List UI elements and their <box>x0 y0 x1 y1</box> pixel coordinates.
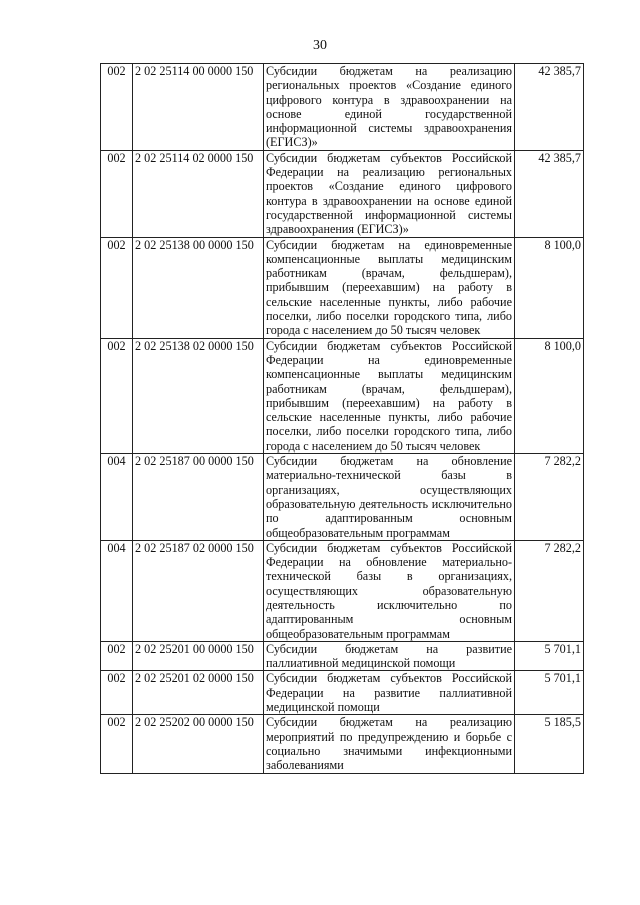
amount: 7 282,2 <box>515 454 584 541</box>
admin-code: 004 <box>101 454 133 541</box>
amount: 8 100,0 <box>515 338 584 453</box>
revenue-description: Субсидии бюджетам субъектов Российской Федерации на реализацию региональных проектов «Создание единого цифрового контура в здравоохранении на основе единой государственной информационной системы здравоохранения (ЕГИСЗ)» <box>264 150 515 237</box>
table-row <box>101 64 584 151</box>
table-row <box>101 540 584 641</box>
revenue-description: Субсидии бюджетам на реализацию мероприятий по предупреждению и борьбе с социально значимыми инфекционными заболеваниями <box>264 715 515 773</box>
admin-code: 004 <box>101 540 133 641</box>
revenue-description: Субсидии бюджетам на развитие паллиативной медицинской помощи <box>264 641 515 671</box>
table-row <box>101 641 584 671</box>
revenue-code: 2 02 25114 02 0000 150 <box>133 150 264 237</box>
table-row <box>101 671 584 715</box>
table-row <box>101 715 584 773</box>
revenue-description: Субсидии бюджетам субъектов Российской Федерации на развитие паллиативной медицинской помощи <box>264 671 515 715</box>
revenue-description: Субсидии бюджетам на единовременные компенсационные выплаты медицинским работникам (врачам, фельдшерам), прибывшим (переехавшим) на работу в сельские населенные пункты, либо рабочие поселки, либо поселки городского типа, либо города с населением до 50 тысяч человек <box>264 237 515 338</box>
table-row <box>101 454 584 541</box>
revenue-code: 2 02 25201 00 0000 150 <box>133 641 264 671</box>
amount: 5 701,1 <box>515 641 584 671</box>
amount: 7 282,2 <box>515 540 584 641</box>
admin-code: 002 <box>101 150 133 237</box>
revenue-code: 2 02 25202 00 0000 150 <box>133 715 264 773</box>
amount: 5 185,5 <box>515 715 584 773</box>
admin-code: 002 <box>101 338 133 453</box>
table-row <box>101 338 584 453</box>
admin-code: 002 <box>101 671 133 715</box>
table-row <box>101 150 584 237</box>
admin-code: 002 <box>101 64 133 151</box>
amount: 42 385,7 <box>515 150 584 237</box>
revenue-code: 2 02 25138 02 0000 150 <box>133 338 264 453</box>
revenue-code: 2 02 25187 02 0000 150 <box>133 540 264 641</box>
revenue-code: 2 02 25201 02 0000 150 <box>133 671 264 715</box>
revenue-description: Субсидии бюджетам на реализацию региональных проектов «Создание единого цифрового контура в здравоохранении на основе единой государственной информационной системы здравоохранения (ЕГИСЗ)» <box>264 64 515 151</box>
revenue-code: 2 02 25187 00 0000 150 <box>133 454 264 541</box>
revenue-code: 2 02 25138 00 0000 150 <box>133 237 264 338</box>
amount: 42 385,7 <box>515 64 584 151</box>
revenue-description: Субсидии бюджетам субъектов Российской Федерации на единовременные компенсационные выплаты медицинским работникам (врачам, фельдшерам), прибывшим (переехавшим) на работу в сельские населенные пункты, либо рабочие поселки, либо поселки городского типа, либо города с населением до 50 тысяч человек <box>264 338 515 453</box>
revenue-code: 2 02 25114 00 0000 150 <box>133 64 264 151</box>
amount: 8 100,0 <box>515 237 584 338</box>
admin-code: 002 <box>101 641 133 671</box>
page-number: 30 <box>313 38 327 53</box>
revenue-description: Субсидии бюджетам на обновление материально-технической базы в организациях, осуществляющих образовательную деятельность исключительно по адаптированным основным общеобразовательным программам <box>264 454 515 541</box>
amount: 5 701,1 <box>515 671 584 715</box>
revenue-description: Субсидии бюджетам субъектов Российской Федерации на обновление материально-технической базы в организациях, осуществляющих образовательную деятельность исключительно по адаптированным основным общеобразовательным программам <box>264 540 515 641</box>
admin-code: 002 <box>101 237 133 338</box>
admin-code: 002 <box>101 715 133 773</box>
budget-table <box>100 63 584 774</box>
table-row <box>101 237 584 338</box>
